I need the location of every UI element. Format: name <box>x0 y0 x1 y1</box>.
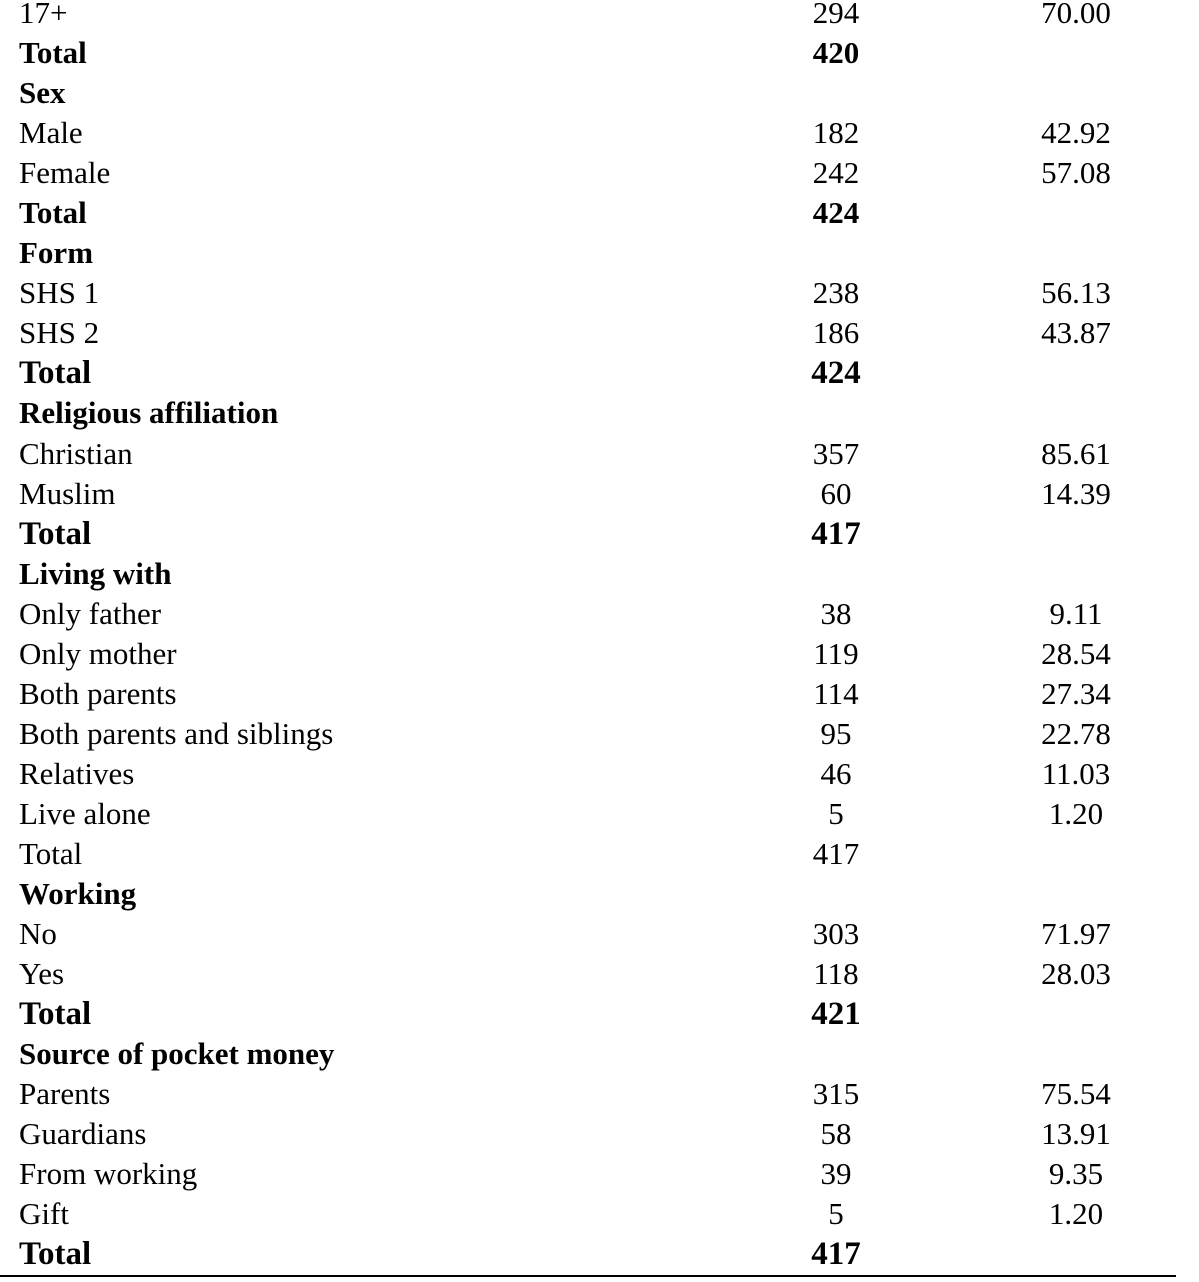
row-percent: 85.61 <box>1041 435 1111 471</box>
row-percent: 14.39 <box>1041 475 1111 511</box>
row-percent: 9.11 <box>1049 595 1103 631</box>
row-count: 242 <box>812 155 860 191</box>
row-label: 17+ <box>19 0 68 30</box>
row-count: 46 <box>820 755 852 791</box>
row-percent: 56.13 <box>1041 275 1111 311</box>
row-count: 118 <box>813 956 859 992</box>
row-percent: 27.34 <box>1041 675 1111 711</box>
row-count: 357 <box>812 435 860 471</box>
row-label: Living with <box>19 555 172 591</box>
row-label: Working <box>19 876 137 912</box>
row-label: Form <box>19 235 94 271</box>
row-label: Muslim <box>19 475 116 511</box>
row-label: Sex <box>19 75 66 111</box>
row-percent: 28.54 <box>1041 635 1111 671</box>
table-row <box>0 956 1199 1001</box>
row-label: Relatives <box>19 755 135 791</box>
table-row <box>0 835 1199 881</box>
row-label: Total <box>19 1236 92 1273</box>
row-label: SHS 2 <box>19 315 100 351</box>
row-count: 60 <box>820 475 852 511</box>
table-row <box>0 315 1199 360</box>
row-count: 186 <box>812 315 860 351</box>
table-bottom-rule <box>0 1275 1176 1277</box>
row-label: Yes <box>19 956 65 992</box>
row-count: 5 <box>828 1196 844 1232</box>
row-percent: 43.87 <box>1041 315 1111 351</box>
row-count: 39 <box>820 1156 852 1192</box>
table-row <box>0 155 1199 200</box>
row-label: Guardians <box>19 1116 147 1152</box>
row-label: Source of pocket money <box>19 1036 335 1072</box>
row-percent: 57.08 <box>1041 155 1111 191</box>
row-label: Male <box>19 115 83 151</box>
row-percent: 11.03 <box>1041 755 1111 791</box>
row-count: 417 <box>811 1236 861 1273</box>
total-row <box>0 35 1199 80</box>
row-percent: 71.97 <box>1041 916 1111 952</box>
row-count: 424 <box>811 355 861 392</box>
table-row <box>0 475 1199 521</box>
row-label: From working <box>19 1156 198 1192</box>
row-label: Total <box>19 835 83 871</box>
row-percent: 1.20 <box>1048 795 1104 831</box>
row-label: Only mother <box>19 635 177 671</box>
row-count: 238 <box>812 275 860 311</box>
row-label: Total <box>19 355 92 392</box>
row-percent: 75.54 <box>1041 1076 1111 1112</box>
row-percent: 42.92 <box>1041 115 1111 151</box>
total-row <box>0 515 1199 561</box>
total-row <box>0 195 1199 240</box>
row-count: 417 <box>812 835 860 871</box>
row-count: 294 <box>812 0 860 30</box>
row-label: Christian <box>19 435 133 471</box>
row-count: 119 <box>813 635 859 671</box>
row-percent: 28.03 <box>1041 956 1111 992</box>
table-row <box>0 795 1199 841</box>
row-count: 421 <box>811 996 861 1033</box>
row-percent: 9.35 <box>1048 1156 1104 1192</box>
row-count: 114 <box>813 675 859 711</box>
row-label: Both parents and siblings <box>19 715 334 751</box>
row-label: Both parents <box>19 675 177 711</box>
row-label: Religious affiliation <box>19 395 279 431</box>
row-label: SHS 1 <box>19 275 100 311</box>
row-percent: 13.91 <box>1041 1116 1111 1152</box>
row-count: 420 <box>812 35 860 71</box>
row-percent: 22.78 <box>1041 715 1111 751</box>
row-percent: 70.00 <box>1041 0 1111 30</box>
row-count: 424 <box>812 195 860 231</box>
row-count: 182 <box>812 115 860 151</box>
row-label: Parents <box>19 1076 111 1112</box>
row-count: 38 <box>820 595 852 631</box>
row-label: No <box>19 916 57 952</box>
row-label: Female <box>19 155 111 191</box>
row-percent: 1.20 <box>1048 1196 1104 1232</box>
row-label: Live alone <box>19 795 151 831</box>
row-count: 417 <box>811 515 861 552</box>
row-count: 315 <box>812 1076 860 1112</box>
row-count: 95 <box>820 715 852 751</box>
row-count: 303 <box>812 916 860 952</box>
row-label: Total <box>19 996 92 1033</box>
row-count: 5 <box>828 795 844 831</box>
row-label: Total <box>19 195 87 231</box>
table-row <box>0 1196 1199 1241</box>
row-label: Total <box>19 515 92 552</box>
row-label: Gift <box>19 1196 69 1232</box>
row-count: 58 <box>820 1116 852 1152</box>
table-row <box>0 0 1199 40</box>
row-label: Only father <box>19 595 162 631</box>
row-label: Total <box>19 35 87 71</box>
